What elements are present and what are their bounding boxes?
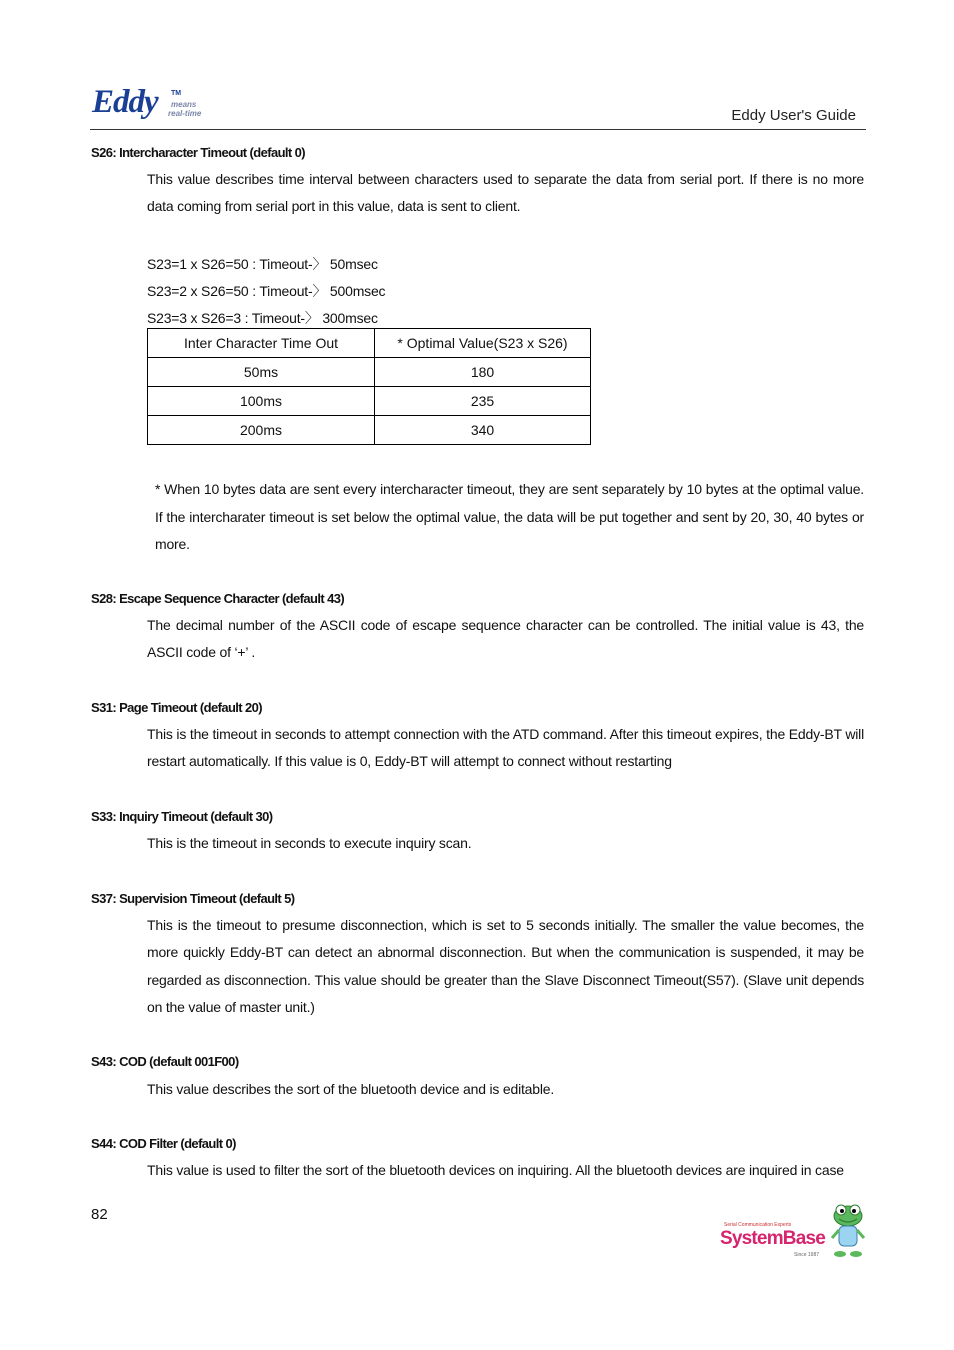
logo-tagline-1: means xyxy=(171,100,197,109)
page-number: 82 xyxy=(91,1206,108,1223)
company-tagline: Serial Communication Experts xyxy=(724,1222,792,1228)
company-name: SystemBase xyxy=(720,1228,826,1249)
table-header-cell: * Optimal Value(S23 x S26) xyxy=(375,329,591,358)
section-heading-s44: S44: COD Filter (default 0) xyxy=(91,1136,236,1151)
optimal-value-note: * When 10 bytes data are sent every intercharacter timeout, they are sent separately by 10 bytes at the optimal value. If the intercharater timeout is set below the optimal value, the data will be put together and sent by 20, 30, 40 bytes or more. xyxy=(155,481,864,553)
company-since: Since 1987 xyxy=(794,1252,820,1258)
logo-tagline-2: real-time xyxy=(168,109,202,118)
section-body-s33: This is the timeout in seconds to execute inquiry scan. xyxy=(147,835,472,851)
example-line: S23=3 x S26=3 : Timeout-〉 300msec xyxy=(147,310,378,326)
systembase-logo xyxy=(712,1202,868,1262)
section-body-s44: This value is used to filter the sort of the bluetooth devices on inquiring. All the bluetooth devices are inquired in case xyxy=(147,1162,844,1178)
table-row xyxy=(148,416,591,445)
section-body-s31: This is the timeout in seconds to attempt connection with the ATD command. After this timeout expires, the Eddy-BT will restart automatically. If this value is 0, Eddy-BT will attempt to connect without restarting xyxy=(147,726,864,770)
section-body-s28: The decimal number of the ASCII code of escape sequence character can be controlled. The initial value is 43, the ASCII code of ‘+’ . xyxy=(147,617,864,661)
table-cell: 100ms xyxy=(148,387,375,416)
table-cell: 235 xyxy=(375,387,591,416)
logo-trademark: TM xyxy=(171,90,182,97)
document-title: Eddy User's Guide xyxy=(731,107,856,124)
example-line: S23=2 x S26=50 : Timeout-〉 500msec xyxy=(147,283,386,299)
table-row xyxy=(148,387,591,416)
section-heading-s31: S31: Page Timeout (default 20) xyxy=(91,700,263,715)
table-cell: 180 xyxy=(375,358,591,387)
logo-text: Eddy xyxy=(92,84,158,120)
table-row xyxy=(148,358,591,387)
table-header-cell: Inter Character Time Out xyxy=(148,329,375,358)
example-line: S23=1 x S26=50 : Timeout-〉 50msec xyxy=(147,256,378,272)
table-header-row xyxy=(148,329,591,358)
frog-mascot-icon xyxy=(830,1202,866,1260)
section-heading-s37: S37: Supervision Timeout (default 5) xyxy=(91,891,295,906)
section-heading-s43: S43: COD (default 001F00) xyxy=(91,1054,239,1069)
section-heading-s26: S26: Intercharacter Timeout (default 0) xyxy=(91,145,306,160)
section-heading-s28: S28: Escape Sequence Character (default 43) xyxy=(91,591,345,606)
section-body-s37: This is the timeout to presume disconnection, which is set to 5 seconds initially. The smaller the value becomes, the more quickly Eddy-BT can detect an abnormal disconnection. But when the communication is suspended, it may be regarded as disconnection. This value should be greater than the Slave Disconnect Timeout(S57). (Slave unit depends on the value of master unit.) xyxy=(147,917,864,1015)
table-cell: 340 xyxy=(375,416,591,445)
table-cell: 200ms xyxy=(148,416,375,445)
section-body-s26: This value describes time interval between characters used to separate the data from serial port. If there is no more data coming from serial port in this value, data is sent to client. xyxy=(147,171,864,215)
timeout-table xyxy=(147,328,591,445)
eddy-logo xyxy=(92,84,212,124)
header-divider xyxy=(90,129,866,130)
table-cell: 50ms xyxy=(148,358,375,387)
section-body-s43: This value describes the sort of the bluetooth device and is editable. xyxy=(147,1081,555,1097)
section-heading-s33: S33: Inquiry Timeout (default 30) xyxy=(91,809,273,824)
